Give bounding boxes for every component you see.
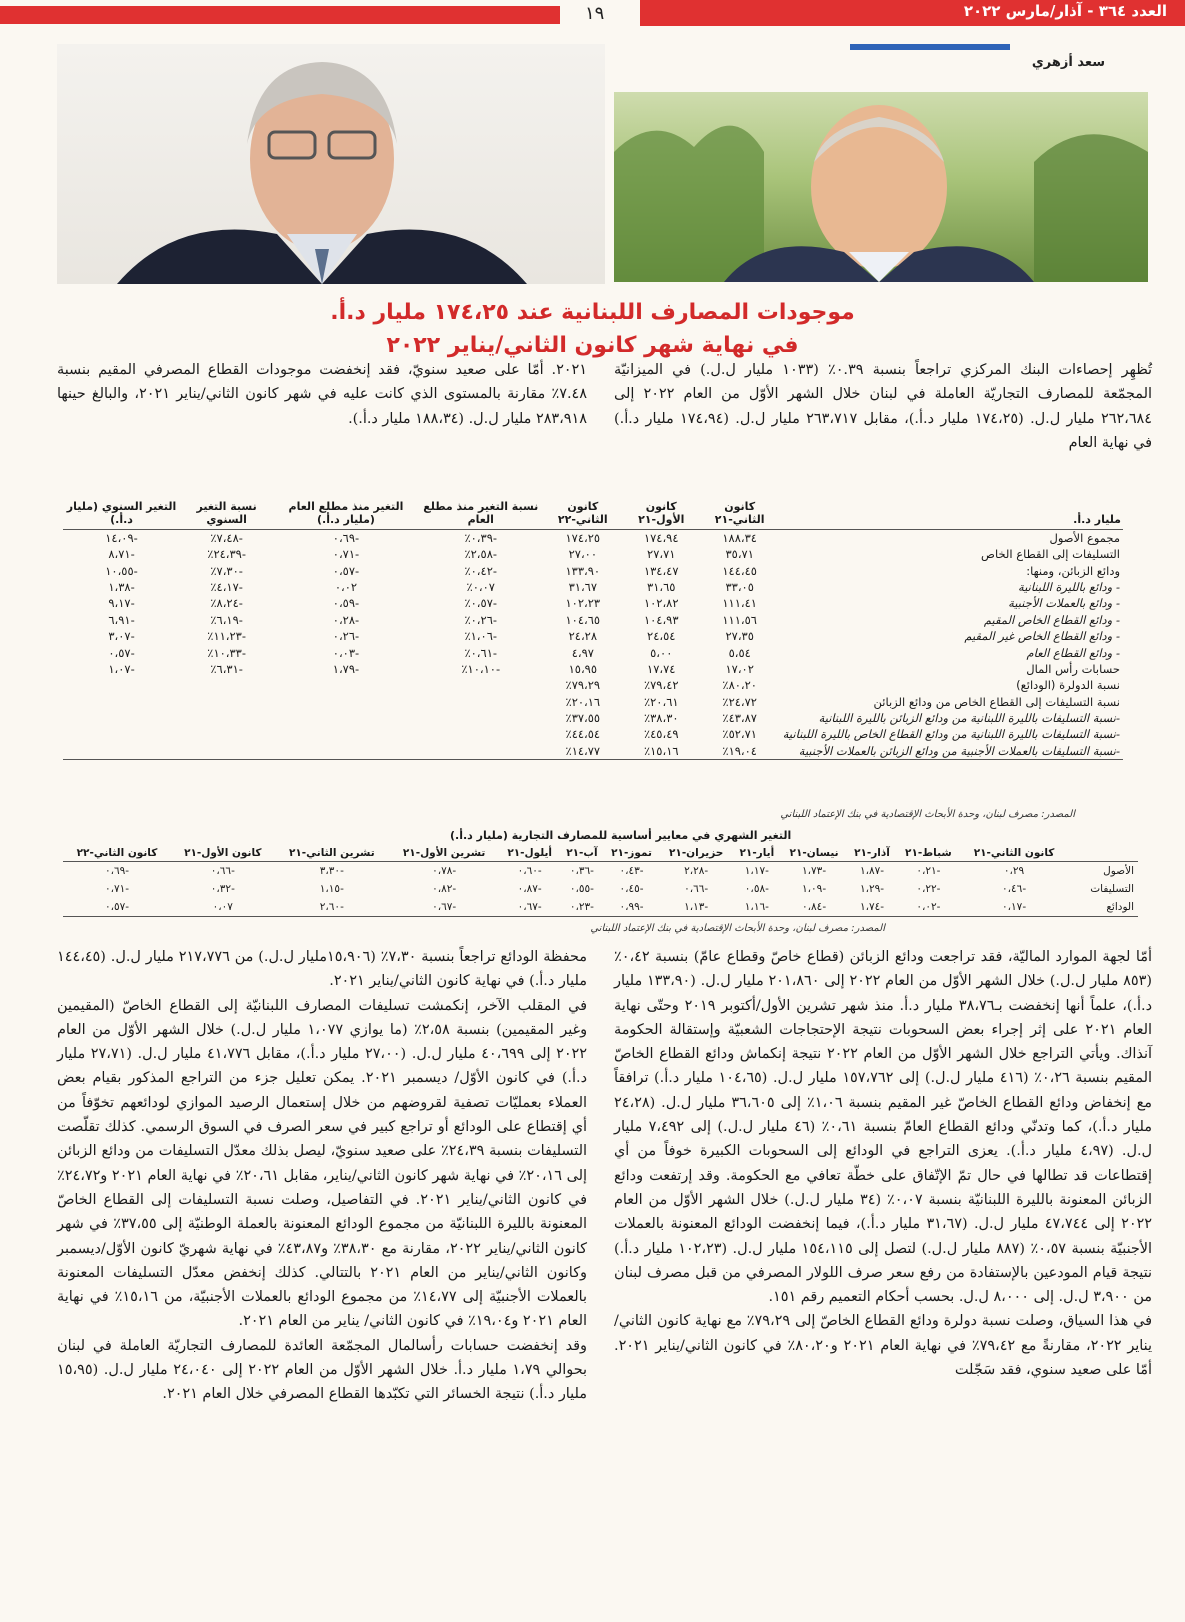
- table-cell: ١٧،٠٢: [725, 661, 754, 676]
- table-cell: -١١،٢٣٪: [207, 629, 247, 644]
- row-label: التسليفات إلى القطاع الخاص: [981, 547, 1120, 562]
- page-header: [0, 0, 1185, 30]
- table-cell: -٠،٢٣: [560, 898, 603, 917]
- table-cell: -٠،٣٢: [210, 883, 235, 895]
- table-cell: ١٤،٧٧٪: [543, 743, 623, 760]
- table-header-cell: أيار-٢١: [733, 845, 781, 862]
- table-cell: ١٣٣،٩٠: [565, 563, 601, 578]
- monthly-change-table: [63, 845, 1138, 917]
- table-cell: ١٠٤،٩٣: [643, 612, 679, 627]
- table-header-cell: آذار-٢١: [847, 845, 896, 862]
- table-cell: -١،٧٣: [802, 865, 827, 877]
- row-label: -نسبة التسليفات بالعملات الأجنبية من ودائع الزبائن بالعملات الأجنبية: [780, 743, 1123, 760]
- table-cell: -٠،٥٧: [332, 563, 360, 578]
- table-header-cell: مليار د.أ.: [780, 497, 1123, 530]
- row-label: الأصول: [1103, 865, 1134, 877]
- table-cell: -٠،٢٢: [916, 883, 941, 895]
- table-row: [63, 612, 1123, 628]
- table-cell: -٠،٦٦: [210, 865, 235, 877]
- body-paragraph: في المقلب الآخر، إنكمشت تسليفات المصارف اللبنانيّة إلى القطاع الخاصّ (المقيمين وغير المقيمين) بنسبة ٢،٥٨٪ (ما يوازي ١،٠٧٧ مليار ل.ل.) خلال الشهر الأوّل من العام ٢٠٢٢ إلى ٤٠،٦٩٩ مليار ل.ل. (٢٧،٠٠ مليار د.أ.)، مقابل ٤١،٧٧٦ مليار ل.ل. (٢٧،٧١ مليار د.أ.) في كانون الأوّل/ ديسمبر ٢٠٢١. يمكن تعليل جزء من التراجع المذكور بقيام بعض العملاء بعمليّات تصفية لقروضهم من خلال إستعمال الرصيد الموازي لودائعهم تخوّفاً من أي إقتطاع على الودائع أو تراجع كبير في سعر الصرف في السوق الرسمي. كذلك تقلّصت التسليفات بنسبة ٢٤،٣٩٪ على صعيد سنويّ، ليصل بذلك معدّل التسليفات من ودائع الزبائن إلى ٢٠،١٦٪ في نهاية شهر كانون الثاني/يناير، مقابل ٢٠،٦١٪ في نهاية العام ٢٠٢١ و٢٤،٧٢٪ في كانون الثاني/يناير ٢٠٢١. في التفاصيل، وصلت نسبة التسليفات إلى القطاع الخاصّ المعنونة بالليرة اللبنانيّة من مجموع الودائع المعنونة بالعملة الوطنيّة إلى ٣٧،٥٥٪ في شهر كانون الثاني/يناير ٢٠٢٢، مقارنة مع ٣٨،٣٠٪ و٤٣،٨٧٪ في نهاية شهريّ كانون الأوّل/ديسمبر وكانون الثاني/يناير من العام ٢٠٢١ بالتتالي. كذلك إنخفض معدّل التسليفات المعنونة بالعملات الأجنبيّة إلى ١٤،٧٧٪ من مجموع الودائع بالعملات الأجنبيّة، من ١٥،١٦٪ في نهاية العام ٢٠٢١ و١٩،٠٤٪ في كانون الثاني/ يناير من العام ٢٠٢١.: [57, 997, 588, 1330]
- table-cell: -٠،٠٣: [332, 645, 360, 660]
- table-cell: -٠،٤٦: [1002, 883, 1027, 895]
- table-cell: -٣،٣٠: [319, 865, 344, 877]
- table-row: [63, 562, 1123, 578]
- photo-caption-right: سعد أزهري: [1031, 55, 1105, 70]
- row-label: - ودائع بالليرة اللبنانية: [1018, 579, 1120, 594]
- headline-line-2: في نهاية شهر كانون الثاني/يناير ٢٠٢٢: [386, 333, 799, 358]
- table-cell: [180, 710, 273, 726]
- table-cell: -٠،٢٨: [332, 612, 360, 627]
- body-paragraph: في هذا السياق، وصلت نسبة دولرة ودائع القطاع الخاصّ إلى ٧٩،٢٩٪ مع نهاية كانون الثاني/يناير ٢٠٢٢، مقارنةً مع ٧٩،٤٢٪ في نهاية العام ٢٠٢١ و٨٠،٢٠٪ في كانون الثاني/يناير ٢٠٢١. أمّا على صعيد سنوي، فقد سَجّلت: [614, 1313, 1153, 1379]
- portrait-photo-right: [614, 92, 1148, 282]
- table-cell: -٧،٣٠٪: [210, 563, 243, 578]
- table-cell: [419, 694, 543, 710]
- table-cell: -١٠،٥٥: [105, 563, 138, 578]
- table-cell: -١،١٣: [659, 898, 732, 917]
- table-cell: -٠،٥٩: [332, 596, 360, 611]
- table-row: [63, 579, 1123, 595]
- table-header-cell: كانون الثاني-٢١: [960, 845, 1068, 862]
- table-cell: ٣١،٦٥: [647, 579, 676, 594]
- row-label: نسبة الدولرة (الودائع): [1016, 678, 1120, 693]
- table-cell: -٠،٨٧: [517, 883, 542, 895]
- table-cell: [273, 743, 419, 760]
- table-cell: -٠،٥٧٪: [464, 596, 498, 611]
- table-cell: [63, 726, 180, 742]
- table-header-cell: حزيران-٢١: [659, 845, 732, 862]
- table-header-cell: كانون الثاني-٢١: [700, 497, 780, 530]
- table-cell: ١٧،٧٤: [647, 661, 676, 676]
- table-cell: -٠،٣٩٪: [464, 531, 498, 545]
- table-cell: ١٠٢،٨٢: [643, 596, 679, 611]
- table-source-note-2: المصدر: مصرف لبنان، وحدة الأبحاث الإقتصادية في بنك الإعتماد اللبناني: [590, 923, 885, 934]
- header-bar-left: [0, 6, 560, 24]
- table-cell: -٦،٩١: [108, 612, 135, 627]
- table-cell: -٠،٤٥: [619, 883, 644, 895]
- row-label: - ودائع القطاع الخاص غير المقيم: [964, 629, 1120, 644]
- table-cell: -١،١٥: [319, 883, 344, 895]
- table-header-cell: [1068, 845, 1138, 862]
- table-cell: -٧،٤٨٪: [210, 531, 243, 545]
- table-cell: -٠،٨٤: [781, 898, 848, 917]
- table-cell: -٠،٣٦: [569, 865, 594, 877]
- table-body: [63, 530, 1123, 760]
- table-cell: [273, 694, 419, 710]
- table-cell: ١٧٤،٩٤: [643, 531, 679, 545]
- table-cell: -١،٧٤: [847, 898, 896, 917]
- table-cell: -٠،٦٩: [332, 531, 360, 545]
- table-cell: -٠،٠٢: [897, 898, 960, 917]
- table-cell: [180, 677, 273, 693]
- table-cell: ١٧٤،٢٥: [565, 531, 601, 545]
- table-cell: ٠،٠٧: [171, 898, 275, 917]
- table-cell: [419, 726, 543, 742]
- table-cell: ٠،٠٧٪: [466, 579, 495, 594]
- table-cell: -٢،٥٨٪: [464, 547, 498, 562]
- table-cell: -٠،٢٦: [332, 629, 360, 644]
- table-cell: -١،٣٨: [108, 579, 135, 594]
- table-cell: -٨،٢٤٪: [210, 596, 243, 611]
- table-cell: ٢٧،٠٠: [568, 547, 598, 562]
- table-cell: ٣١،٦٧: [568, 579, 598, 594]
- table-cell: [273, 726, 419, 742]
- table-cell: ٢٤،٥٤: [647, 629, 676, 644]
- intro-paragraph-left: [57, 358, 587, 431]
- table-cell: -١،١٧: [744, 865, 769, 877]
- row-label: حسابات رأس المال: [1026, 661, 1120, 676]
- table-cell: ٥٢،٧١٪: [722, 727, 757, 742]
- table-cell: ٢٧،٧١: [647, 547, 676, 562]
- table-cell: -٠،٦٠: [517, 865, 542, 877]
- table-cell: ١٥،١٦٪: [623, 743, 700, 760]
- table-row: [63, 862, 1138, 881]
- table-cell: -١،٧٩: [332, 661, 360, 676]
- body-column-left: [57, 945, 587, 1407]
- intro-text-left: ٢٠٢١. أمّا على صعيد سنويّ، فقد إنخفضت موجودات القطاع المصرفي المقيم بنسبة ٧.٤٨٪ مقارنة بالمستوى الذي كانت عليه في شهر كانون الثاني/يناير ٢٠٢١، والبالغ حينها ٢٨٣،٩١٨ مليار ل.ل. (١٨٨،٣٤ مليار د.أ.).: [57, 362, 588, 427]
- table-cell: [63, 743, 180, 760]
- intro-text-right: تُظهِر إحصاءات البنك المركزي تراجعاً بنسبة ٠.٣٩٪ (١٠٣٣ مليار ل.ل.) في الميزانيّة المجمّعة للمصارف التجاريّة العاملة في لبنان خلال الشهر الأوّل من العام ٢٠٢٢ إلى ٢٦٢،٦٨٤ مليار ل.ل. (١٧٤،٢٥ مليار د.أ.)، مقابل ٢٦٣،٧١٧ مليار ل.ل. (١٧٤،٩٤ مليار د.أ.) في نهاية العام: [614, 362, 1153, 451]
- table-cell: ٤٥،٤٩٪: [643, 727, 679, 742]
- row-label: - ودائع بالعملات الأجنبية: [1008, 596, 1120, 611]
- table-cell: -٠،٧٨: [432, 865, 457, 877]
- row-label: التسليفات: [1090, 883, 1134, 895]
- table-row: [63, 595, 1123, 611]
- table-source-note: المصدر: مصرف لبنان، وحدة الأبحاث الإقتصادية في بنك الإعتماد اللبناني: [780, 809, 1075, 820]
- table-cell: ٤٤،٥٤٪: [565, 727, 601, 742]
- table-header-cell: كانون الثاني-٢٢: [63, 845, 171, 862]
- table-cell: [180, 694, 273, 710]
- table-cell: -٤،١٧٪: [210, 579, 243, 594]
- table-header-cell: تشرين الأول-٢١: [389, 845, 499, 862]
- table-cell: -٠،٥٧: [108, 645, 135, 660]
- table-cell: -٠،٦٩: [104, 865, 130, 877]
- table-cell: [180, 726, 273, 742]
- table-cell: -٠،١٧: [960, 898, 1068, 917]
- body-paragraph: وقد إنخفضت حسابات رأسالمال المجمّعة العائدة للمصارف التجاريّة العاملة في لبنان بحوالي ١،٧٩ مليار د.أ. خلال الشهر الأوّل من العام ٢٠٢٢ إلى ٢٤،٠٤٠ مليار ل.ل. (١٥،٩٥ مليار د.أ.) نتيجة الخسائر التي تكبّدها القطاع المصرفي خلال العام ٢٠٢١.: [57, 1337, 587, 1403]
- table-row: [63, 628, 1123, 644]
- table-cell: ٥،٠٠: [650, 645, 673, 660]
- table-header-cell: كانون الأول-٢١: [171, 845, 275, 862]
- table-header-cell: التغير منذ مطلع العام (مليار د.أ.): [273, 497, 419, 530]
- table-cell: ١٨٨،٣٤: [722, 531, 757, 545]
- table-cell: [180, 743, 273, 760]
- table-header-cell: كانون الثاني-٢٢: [543, 497, 623, 530]
- table-cell: ٢٠،٦١٪: [643, 694, 679, 709]
- table-header-cell: التغير السنوي (مليار د.أ.): [63, 497, 180, 530]
- table-cell: -١،٢٩: [859, 883, 885, 895]
- table-row: [63, 677, 1123, 693]
- table-cell: ١١١،٤١: [722, 596, 757, 611]
- table-cell: [419, 677, 543, 693]
- table-row: [63, 743, 1123, 760]
- table-cell: ١٠٤،٦٥: [565, 612, 601, 627]
- table-header-cell: أيلول-٢١: [499, 845, 560, 862]
- table-body: [63, 862, 1138, 917]
- table-cell: -١،١٦: [733, 898, 781, 917]
- row-label: -نسبة التسليفات بالليرة اللبنانية من ودائع الزبائن بالليرة اللبنانية: [818, 711, 1120, 726]
- headline-line-1: موجودات المصارف اللبنانية عند ١٧٤،٢٥ مليار د.أ.: [330, 300, 855, 325]
- table-cell: ٠،٠٢: [334, 579, 358, 594]
- issue-label: العدد ٣٦٤ - آذار/مارس ٢٠٢٢: [963, 2, 1167, 20]
- table-cell: -٠،٦٦: [684, 883, 709, 895]
- table-cell: -١٤،٠٩: [105, 531, 138, 545]
- article-headline: [0, 296, 1185, 362]
- table-cell: ٢٤،٢٨: [568, 629, 598, 644]
- monthly-change-table-title: التغير الشهري في معايير أساسية للمصارف التجارية (مليار د.أ.): [450, 829, 792, 842]
- body-paragraph: محفظة الودائع تراجعاً بنسبة ٧،٣٠٪ (١٥،٩٠٦مليار ل.ل.) من ٢١٧،٧٧٦ مليار ل.ل. (١٤٤،٤٥ مليار د.أ.) في نهاية كانون الثاني/يناير ٢٠٢١.: [57, 949, 587, 990]
- table-cell: -٠،٨٢: [432, 883, 457, 895]
- row-label: ودائع الزبائن، ومنها:: [1026, 563, 1120, 578]
- table-cell: -٦،١٩٪: [210, 612, 243, 627]
- body-column-right: [614, 945, 1152, 1382]
- table-cell: [63, 677, 180, 693]
- table-cell: -٠،٧١: [332, 547, 360, 562]
- decorative-strip: [850, 44, 1010, 50]
- table-cell: ١٤٤،٤٥: [722, 563, 757, 578]
- table-header-cell: شباط-٢١: [897, 845, 960, 862]
- row-label: - ودائع القطاع العام: [1026, 645, 1120, 660]
- table-header-cell: كانون الأول-٢١: [623, 497, 700, 530]
- table-cell: ٢٤،٧٢٪: [722, 694, 757, 709]
- table-cell: -٠،٥٥: [569, 883, 594, 895]
- row-label: نسبة التسليفات إلى القطاع الخاص من ودائع الزبائن: [873, 694, 1120, 709]
- table-cell: [273, 710, 419, 726]
- table-cell: ٥،٥٤: [728, 645, 751, 660]
- table-cell: ٣٨،٣٠٪: [643, 711, 679, 726]
- body-paragraph: أمّا لجهة الموارد الماليّة، فقد تراجعت ودائع الزبائن (قطاع خاصّ وقطاع عامّ) بنسبة ٠،٤٢٪ (٨٥٣ مليار ل.ل.) خلال الشهر الأوّل من العام ٢٠٢٢ إلى ٢٠١،٨٦٠ مليار ل.ل. (١٣٣،٩٠ مليار د.أ.)، علماً أنها إنخفضت بـ٣٨،٧٦ مليار د.أ. منذ شهر تشرين الأول/أكتوبر ٢٠١٩ وحتّى نهاية العام ٢٠٢١ على إثر إجراء بعض السحوبات نتيجة الإحتجاجات الشعبيّة وإستقالة الحكومة آنذاك. ويأتي التراجع خلال الشهر الأوّل من العام ٢٠٢٢ نتيجة إنكماش ودائع القطاع الخاصّ المقيم بنسبة ٠،٢٦٪ (٤١٦ مليار ل.ل.) إلى ١٥٧،٧٦٢ مليار ل.ل. (١٠٤،٦٥ مليار د.أ.) ترافقاً مع إنخفاض ودائع القطاع الخاصّ غير المقيم بنسبة ١،٠٦٪ إلى ٣٦،٦٠٥ مليار ل.ل. (٢٤،٢٨ مليار د.أ.)، كما وتدنّي ودائع القطاع العامّ بنسبة ٠،٦١٪ (٤٦ مليار ل.ل.) إلى ٧،٤٩٢ مليار ل.ل. (٤،٩٧ مليار د.أ.). يعزى التراجع في الودائع إلى السحوبات الكبيرة خوفاً من أي إقتطاعات قد تطالها في حال تمّ الإتّفاق على خطّة تعافي مع الحكومة. وقد إرتفعت ودائع الزبائن المعنونة بالليرة اللبنانيّة بنسبة ٠،٠٧٪ (٣٤ مليار ل.ل.) خلال الشهر الأوّل من العام ٢٠٢٢ إلى ٤٧،٧٤٤ مليار ل.ل. (٣١،٦٧ مليار د.أ.)، فيما إنخفضت الودائع المعنونة بالعملات الأجنبيّة بنسبة ٠،٥٧٪ (٨٨٧ مليار ل.ل.) لتصل إلى ١٥٤،١١٥ مليار ل.ل. (١٠٢،٢٣ مليار د.أ.) نتيجة قيام المودعين بالإستفادة من رفع سعر صرف اللولار المصرفي من قبل مصرف لبنان من ٣،٩٠٠ ل.ل. إلى ٨،٠٠٠ ل.ل. بحسب أحكام التعميم رقم ١٥١.: [614, 949, 1153, 1306]
- table-cell: -١،٠٧: [108, 661, 135, 676]
- table-cell: ٧٩،٢٩٪: [565, 678, 601, 693]
- table-cell: -١،٨٧: [859, 865, 885, 877]
- portrait-photo-left: [57, 44, 605, 284]
- table-cell: -٣،٠٧: [108, 629, 135, 644]
- table-cell: -١،٠٩: [802, 883, 827, 895]
- table-cell: -٠،٦٧: [389, 898, 499, 917]
- table-cell: -٩،١٧: [108, 596, 135, 611]
- table-row: [63, 661, 1123, 677]
- table-cell: [63, 694, 180, 710]
- table-cell: -٠،٤٢٪: [464, 563, 498, 578]
- table-row: [63, 644, 1123, 660]
- table-cell: -٠،٥٨: [744, 883, 769, 895]
- table-cell: ٣٧،٥٥٪: [565, 711, 601, 726]
- table-cell: ٠،٢٩: [1003, 865, 1025, 877]
- table-cell: [273, 677, 419, 693]
- row-label: الودائع: [1068, 898, 1138, 917]
- table-cell: ١٣٤،٤٧: [643, 563, 679, 578]
- table-header-cell: تموز-٢١: [604, 845, 660, 862]
- table-header-cell: آب-٢١: [560, 845, 603, 862]
- table-cell: ٣٣،٠٥: [725, 579, 754, 594]
- table-cell: -٢٤،٣٩٪: [207, 547, 247, 562]
- table-header-cell: نسبة التغير السنوي: [180, 497, 273, 530]
- table-header-cell: نيسان-٢١: [781, 845, 848, 862]
- table-row: [63, 546, 1123, 562]
- table-row: [63, 726, 1123, 742]
- table-cell: ١٠٢،٢٣: [565, 596, 601, 611]
- intro-paragraph-right: [614, 358, 1152, 455]
- table-cell: -٢،٢٨: [684, 865, 709, 877]
- table-cell: ١١١،٥٦: [722, 612, 757, 627]
- table-cell: ٨٠،٢٠٪: [722, 678, 757, 693]
- table-header-row: [63, 497, 1123, 530]
- table-cell: ٢٧،٣٥: [725, 629, 754, 644]
- table-cell: -٠،٢١: [916, 865, 941, 877]
- table-cell: -١٠،١٠٪: [461, 661, 501, 676]
- table-cell: -٨،٧١: [108, 547, 135, 562]
- row-label: - ودائع القطاع الخاص المقيم: [983, 612, 1120, 627]
- header-bar-right: [640, 0, 1185, 26]
- table-row: [63, 530, 1123, 547]
- table-cell: -٠،٥٧: [63, 898, 171, 917]
- table-cell: -٠،٧١: [104, 883, 130, 895]
- table-cell: -٦،٣١٪: [210, 661, 243, 676]
- table-cell: ٣٥،٧١: [725, 547, 754, 562]
- page-number: ١٩: [585, 3, 605, 24]
- table-cell: -٠،٤٣: [619, 865, 644, 877]
- table-cell: [419, 710, 543, 726]
- table-cell: ٤،٩٧: [571, 645, 594, 660]
- table-header-cell: تشرين الثاني-٢١: [275, 845, 389, 862]
- table-row: [63, 694, 1123, 710]
- table-cell: [63, 710, 180, 726]
- table-row: [63, 710, 1123, 726]
- row-label: مجموع الأصول: [1049, 531, 1120, 545]
- table-cell: ٤٣،٨٧٪: [722, 711, 757, 726]
- table-row: [63, 898, 1138, 917]
- table-row: [63, 880, 1138, 898]
- table-header-cell: نسبة التغير منذ مطلع العام: [419, 497, 543, 530]
- table-cell: ٧٩،٤٢٪: [643, 678, 679, 693]
- table-cell: -١،٠٦٪: [464, 629, 498, 644]
- table-cell: [419, 743, 543, 760]
- portrait-illustration-left: [57, 44, 605, 284]
- table-cell: ١٩،٠٤٪: [700, 743, 780, 760]
- table-cell: ١٥،٩٥: [568, 661, 598, 676]
- bank-indicators-table: [63, 497, 1123, 760]
- table-cell: -١٠،٣٣٪: [207, 645, 247, 660]
- table-cell: -٠،٦٧: [499, 898, 560, 917]
- table-cell: ٢٠،١٦٪: [565, 694, 601, 709]
- table-header-row: [63, 845, 1138, 862]
- table-cell: -٢،٦٠: [275, 898, 389, 917]
- table-cell: -٠،٦١٪: [464, 645, 498, 660]
- table-cell: -٠،٩٩: [604, 898, 660, 917]
- row-label: -نسبة التسليفات بالليرة اللبنانية من ودائع القطاع الخاص بالليرة اللبنانية: [782, 727, 1120, 742]
- portrait-illustration-right: [614, 92, 1148, 282]
- table-cell: -٠،٢٦٪: [464, 612, 498, 627]
